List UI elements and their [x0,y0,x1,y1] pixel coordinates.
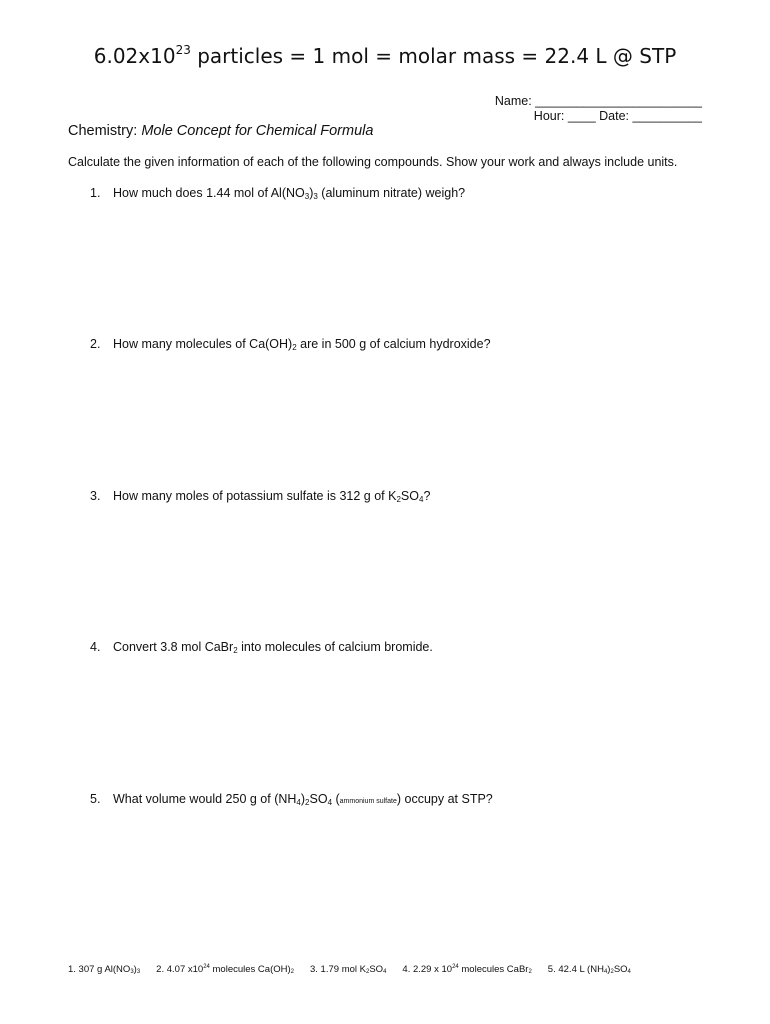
answer-4: 4. 2.29 x $10^{24}$ molecules CaBr$_2$ [402,964,532,975]
question-2: 2. How many molecules of $Ca(OH)_2$ are in 500 g of calcium hydroxide? [90,337,491,352]
course-topic: Mole Concept for Chemical Formula [141,123,374,139]
question-5: 5. What volume would 250 g of $(NH_4)_2SO_4$ (ammonium sulfate) occupy at STP? [90,792,493,807]
hour-date-field-line: Hour: ____ Date: __________ [533,109,702,123]
question-1: 1. How much does 1.44 mol of $Al(NO_3)_3$ (aluminum nitrate) weigh? [90,186,466,201]
avogadro-base: 6.02x10 [93,44,176,68]
answer-5: 5. 42.4 L $(NH_4)_2SO_4$ [547,964,631,975]
page-headline [0,44,770,68]
avogadro-exponent: 23 [175,43,191,57]
answer-3: 3. 1.79 mol $K_2SO_4$ [310,964,387,975]
course-title [68,123,373,139]
question-4: 4. Convert 3.8 mol CaBr$_2$ into molecules of calcium bromide. [90,640,433,655]
instructions: Calculate the given information of each of the following compounds. Show your work and always include units. [68,155,678,169]
name-field-line: Name: ________________________ [494,94,702,108]
question-3: 3. How many moles of potassium sulfate is 312 g of $K_2SO_4$? [90,489,431,504]
answer-2: 2. 4.07 $x10^{24}$ molecules $Ca(OH)_2$ [156,964,294,975]
question-number: 1. [90,186,101,200]
question-number: 5. [90,792,101,806]
headline-equivalences: particles = 1 mol = molar mass = 22.4 L @ STP [190,44,677,68]
answer-1: 1. 307 g $Al(NO_3)_3$ [68,964,141,975]
compound-name-small: ammonium sulfate [339,798,397,805]
question-number: 4. [90,640,101,654]
question-number: 2. [90,337,101,351]
course-subject: Chemistry: [68,123,142,139]
answer-key [68,964,647,975]
question-number: 3. [90,489,101,503]
